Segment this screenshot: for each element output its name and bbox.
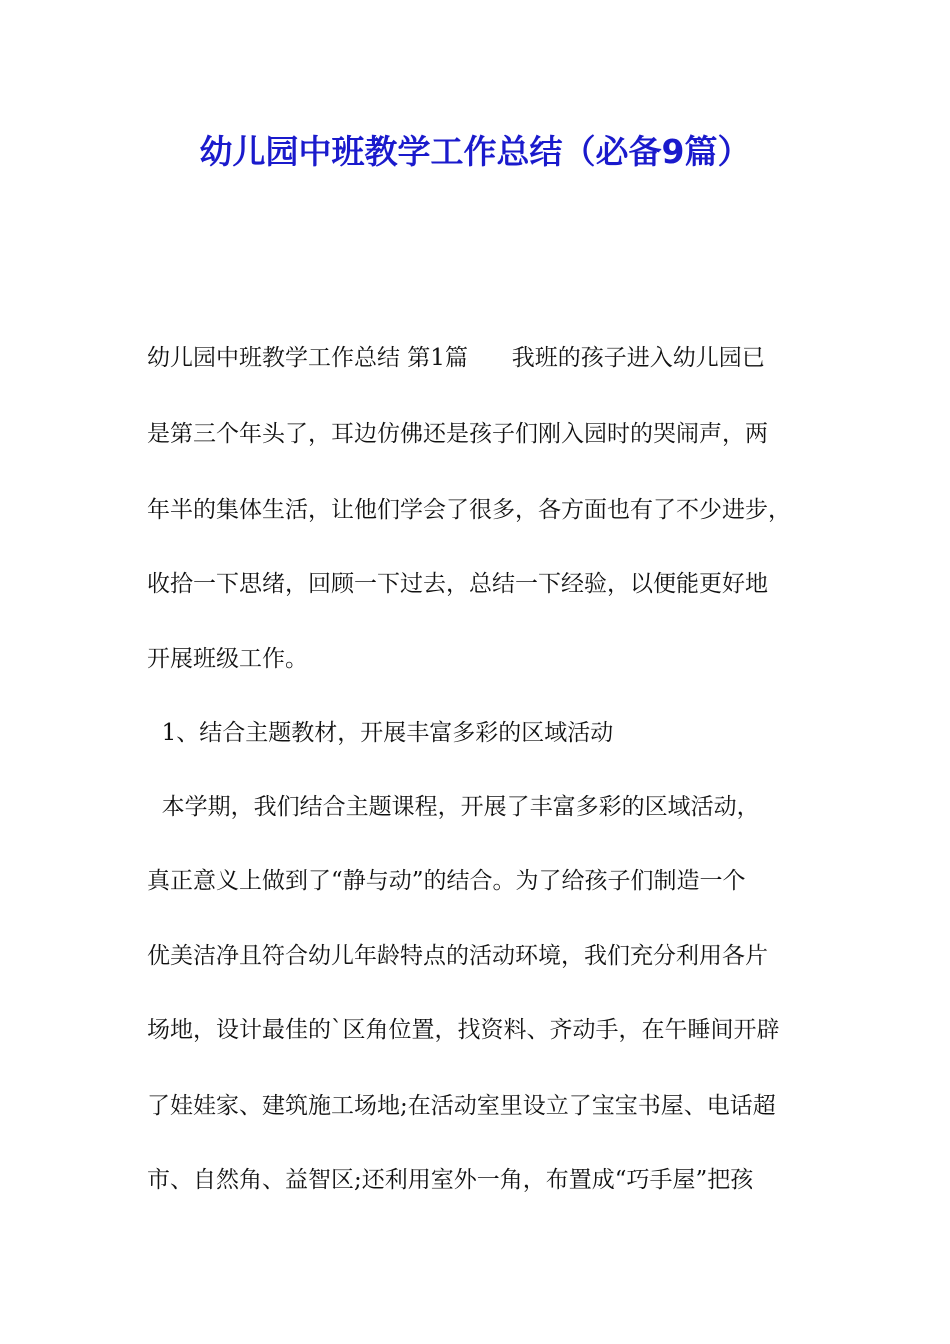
- body-line: 了娃娃家、建筑施工场地;在活动室里设立了宝宝书屋、电话超: [147, 1093, 776, 1119]
- body-line: 幼儿园中班教学工作总结 第1篇 我班的孩子进入幼儿园已: [147, 345, 765, 371]
- body-line: 真正意义上做到了“静与动”的结合。为了给孩子们制造一个: [147, 868, 746, 894]
- body-line: 收拾一下思绪，回顾一下过去，总结一下经验，以便能更好地: [147, 571, 768, 597]
- body-line: 市、自然角、益智区;还利用室外一角，布置成“巧手屋”把孩: [147, 1167, 754, 1193]
- body-line: 场地，设计最佳的`区角位置，找资料、齐动手，在午睡间开辟: [147, 1017, 780, 1043]
- body-line: 年半的集体生活，让他们学会了很多，各方面也有了不少进步，: [147, 497, 791, 523]
- document-title: 幼儿园中班教学工作总结（必备9篇）: [199, 132, 751, 171]
- body-line: 开展班级工作。: [147, 646, 308, 672]
- body-line: 本学期，我们结合主题课程，开展了丰富多彩的区域活动，: [147, 794, 760, 820]
- body-line: 优美洁净且符合幼儿年龄特点的活动环境，我们充分利用各片: [147, 943, 768, 969]
- body-line: 是第三个年头了，耳边仿佛还是孩子们刚入园时的哭闹声，两: [147, 421, 768, 447]
- section-heading: 1、结合主题教材，开展丰富多彩的区域活动: [147, 720, 614, 746]
